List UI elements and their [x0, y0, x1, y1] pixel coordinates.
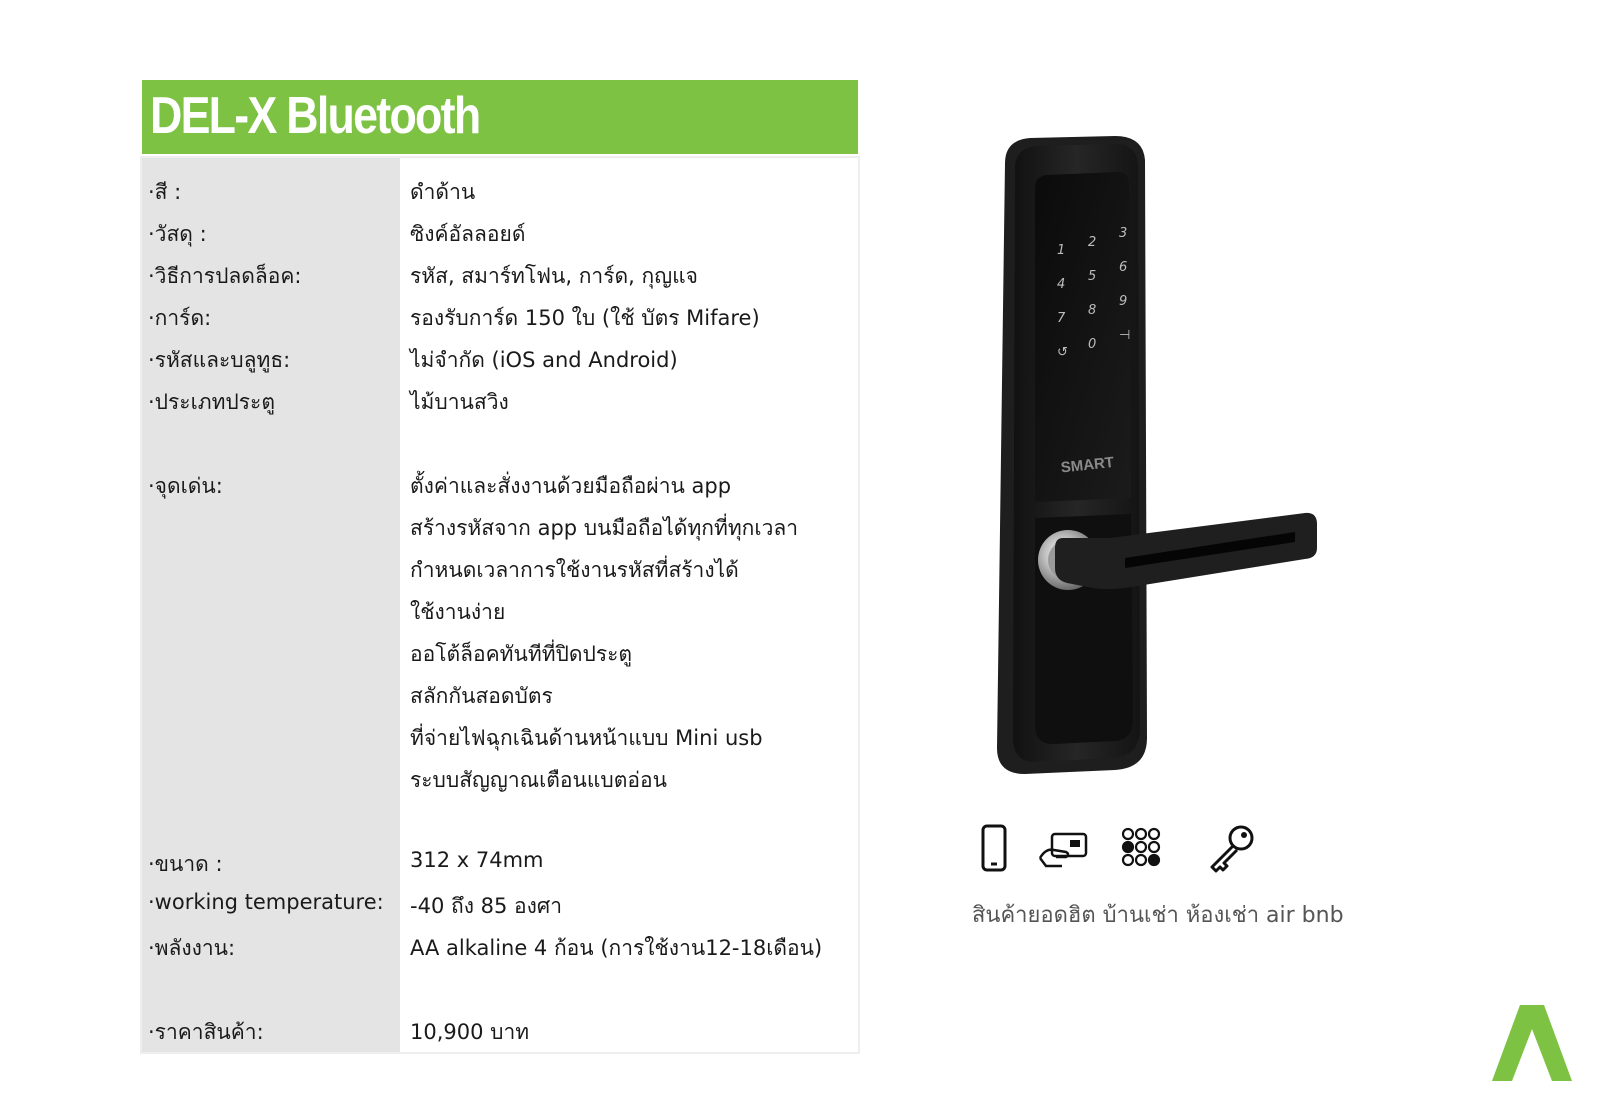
- spec-value: ซิงค์อัลลอยด์: [410, 222, 526, 246]
- spec-row-power: [142, 924, 858, 964]
- spec-label: ·ขนาด :: [148, 852, 223, 876]
- price-value: 10,900 บาท: [410, 1020, 530, 1044]
- spec-value: ดำด้าน: [410, 180, 476, 204]
- spec-row-material: [142, 210, 858, 250]
- spec-value: รองรับการ์ด 150 ใบ (ใช้ บัตร Mifare): [410, 306, 760, 330]
- keypad-key-4: 4: [1057, 277, 1066, 292]
- spec-row-feature-2: [142, 504, 858, 544]
- smartphone-icon: [968, 822, 1022, 876]
- keypad-key-clear: ↺: [1057, 345, 1068, 360]
- spec-label: ·ประเภทประตู: [148, 390, 275, 414]
- feature-icons: [968, 822, 1298, 876]
- card-icon: [1036, 822, 1090, 876]
- spec-value: ไม่จำกัด (iOS and Android): [410, 348, 678, 372]
- feature-item: ออโต้ล็อคทันทีที่ปิดประตู: [410, 642, 633, 666]
- spec-row-size: [142, 840, 858, 880]
- spec-label: ·รหัสและบลูทูธ:: [148, 348, 291, 372]
- feature-item: กำหนดเวลาการใช้งานรหัสที่สร้างได้: [410, 558, 739, 582]
- spec-row-code-bluetooth: [142, 336, 858, 376]
- spec-row-feature-4: [142, 588, 858, 628]
- spec-value: 312 x 74mm: [410, 848, 544, 872]
- spec-row-feature-3: [142, 546, 858, 586]
- keypad-key-3: 3: [1119, 226, 1128, 241]
- spec-label: ·การ์ด:: [148, 306, 212, 330]
- key-icon: [1204, 822, 1258, 876]
- keypad-key-2: 2: [1088, 235, 1097, 250]
- product-title: DEL-X Bluetooth: [150, 87, 480, 145]
- spec-row-color: [142, 168, 858, 208]
- feature-item: ใช้งานง่าย: [410, 600, 506, 624]
- spec-label: ·working temperature:: [148, 890, 384, 914]
- spec-row-door-type: [142, 378, 858, 418]
- spec-value: -40 ถึง 85 องศา: [410, 894, 563, 918]
- spec-label: ·วิธีการปลดล็อค:: [148, 264, 302, 288]
- spec-row-card: [142, 294, 858, 334]
- keypad-panel: [1035, 172, 1131, 502]
- spec-row-feature-5: [142, 630, 858, 670]
- keypad-key-6: 6: [1119, 260, 1128, 275]
- feature-item: ระบบสัญญาณเตือนแบตอ่อน: [410, 768, 667, 792]
- keypad-icon: [1114, 822, 1168, 876]
- keypad-key-0: 0: [1088, 337, 1097, 352]
- spec-row-feature-1: [142, 462, 858, 502]
- keypad-key-7: 7: [1057, 311, 1066, 326]
- spec-label: ·วัสดุ :: [148, 222, 207, 246]
- caption: สินค้ายอดฮิต บ้านเช่า ห้องเช่า air bnb: [972, 903, 1344, 928]
- spec-row-feature-8: [142, 756, 858, 796]
- keypad-key-5: 5: [1088, 269, 1097, 284]
- feature-item: ตั้งค่าและสั่งงานด้วยมือถือผ่าน app: [410, 474, 732, 498]
- spec-label: ·พลังงาน:: [148, 936, 236, 960]
- keypad-key-8: 8: [1088, 303, 1097, 318]
- spec-row-temperature: [142, 882, 858, 922]
- spec-label: ·ราคาสินค้า:: [148, 1020, 264, 1044]
- door-lock-image: [975, 128, 1375, 798]
- spec-row-unlock: [142, 252, 858, 292]
- spec-table: [142, 158, 858, 1052]
- feature-item: สร้างรหัสจาก app บนมือถือได้ทุกที่ทุกเวลา: [410, 516, 799, 540]
- title-banner: [142, 80, 858, 154]
- keypad-key-9: 9: [1119, 294, 1128, 309]
- spec-row-feature-6: [142, 672, 858, 712]
- feature-item: สลักกันสอดบัตร: [410, 684, 553, 708]
- spec-value: รหัส, สมาร์ทโฟน, การ์ด, กุญแจ: [410, 264, 698, 288]
- brand-logo: SMART: [1059, 453, 1115, 477]
- spec-value: ไม้บานสวิง: [410, 390, 509, 414]
- keypad-key-enter: ⊣: [1119, 328, 1131, 343]
- keypad-key-1: 1: [1057, 243, 1066, 258]
- brand-logo-icon: [1492, 1003, 1572, 1083]
- spec-value: AA alkaline 4 ก้อน (การใช้งาน12-18เดือน): [410, 936, 823, 960]
- feature-item: ที่จ่ายไฟฉุกเฉินด้านหน้าแบบ Mini usb: [410, 726, 763, 750]
- spec-row-feature-7: [142, 714, 858, 754]
- spec-row-price: [142, 1008, 858, 1048]
- spec-label: ·จุดเด่น:: [148, 474, 223, 498]
- spec-label: ·สี :: [148, 180, 182, 204]
